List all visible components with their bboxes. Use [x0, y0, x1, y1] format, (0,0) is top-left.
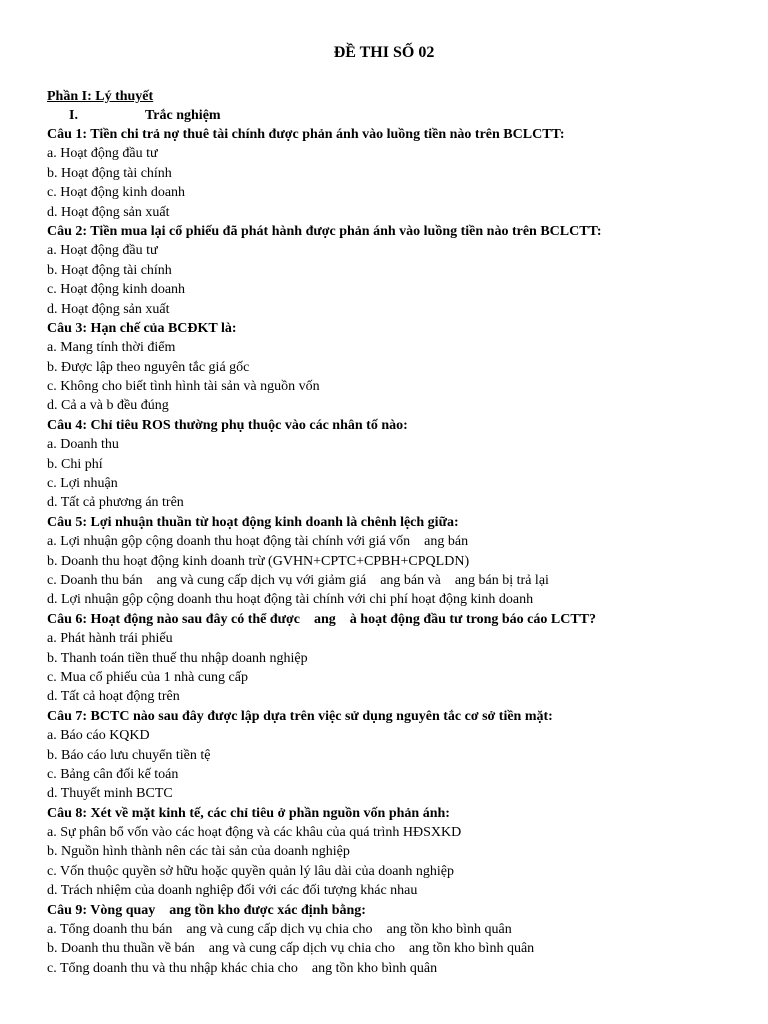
question-block [47, 125, 747, 222]
answer-option: c. Mua cổ phiếu của 1 nhà cung cấp [47, 669, 248, 685]
answer-option: b. Hoạt động tài chính [47, 165, 172, 181]
answer-option: b. Doanh thu thuần về bán ang và cung cấp dịch vụ chia cho ang tồn kho bình quân [47, 941, 535, 957]
answer-option: a. Lợi nhuận gộp cộng doanh thu hoạt động tài chính với giá vốn ang bán [47, 534, 469, 550]
subsection-number: I. [69, 108, 78, 123]
question-block [47, 416, 747, 513]
question-block [47, 319, 747, 416]
answer-option: d. Tất cả phương án trên [47, 495, 184, 511]
answer-option: a. Hoạt động đầu tư [47, 146, 158, 162]
answer-option: c. Vốn thuộc quyền sở hữu hoặc quyền quản lý lâu dài của doanh nghiệp [47, 863, 455, 879]
answer-option: b. Được lập theo nguyên tắc giá gốc [47, 359, 250, 375]
exam-title: ĐỀ THI SỐ 02 [333, 44, 435, 61]
answer-option: c. Hoạt động kinh doanh [47, 282, 186, 298]
answer-option: b. Chi phí [47, 456, 103, 472]
answer-option: b. Doanh thu hoạt động kinh doanh trừ (GVHN+CPTC+CPBH+CPQLDN) [47, 553, 470, 569]
answer-option: d. Hoạt động sản xuất [47, 204, 170, 220]
question-text: Câu 6: Hoạt động nào sau đây có thể được ang à hoạt động đầu tư trong báo cáo LCTT? [47, 611, 596, 627]
answer-option: a. Phát hành trái phiếu [47, 631, 173, 647]
subsection-heading [69, 108, 221, 124]
answer-option: a. Doanh thu [47, 437, 119, 453]
question-block [47, 707, 747, 804]
subsection-label: Trắc nghiệm [145, 108, 221, 123]
answer-option: b. Nguồn hình thành nên các tài sản của doanh nghiệp [47, 844, 350, 860]
answer-option: a. Hoạt động đầu tư [47, 243, 158, 259]
answer-option: b. Hoạt động tài chính [47, 262, 172, 278]
question-text: Câu 3: Hạn chế của BCĐKT là: [47, 320, 237, 336]
question-text: Câu 1: Tiền chi trả nợ thuê tài chính được phản ánh vào luồng tiền nào trên BCLCTT: [47, 127, 565, 142]
answer-option: d. Cả a và b đều đúng [47, 398, 169, 414]
answer-option: b. Báo cáo lưu chuyển tiền tệ [47, 747, 211, 763]
answer-option: c. Lợi nhuận [47, 476, 118, 492]
question-block [47, 901, 747, 979]
question-text: Câu 2: Tiền mua lại cổ phiếu đã phát hành được phản ánh vào luồng tiền nào trên BCLCTT: [47, 223, 602, 239]
question-block [47, 804, 747, 901]
answer-option: c. Hoạt động kinh doanh [47, 185, 186, 201]
answer-option: c. Tổng doanh thu và thu nhập khác chia cho ang tồn kho bình quân [47, 960, 438, 976]
question-text: Câu 7: BCTC nào sau đây được lập dựa trên việc sử dụng nguyên tắc cơ sở tiền mặt: [47, 708, 553, 724]
question-text: Câu 9: Vòng quay ang tồn kho được xác định bằng: [47, 902, 366, 918]
answer-option: d. Tất cả hoạt động trên [47, 689, 180, 705]
question-text: Câu 8: Xét về mặt kinh tế, các chỉ tiêu ở phần nguồn vốn phản ánh: [47, 805, 450, 821]
question-list [47, 125, 747, 978]
answer-option: a. Mang tính thời điểm [47, 340, 176, 356]
answer-option: d. Lợi nhuận gộp cộng doanh thu hoạt động tài chính với chi phí hoạt động kinh doanh [47, 592, 534, 608]
answer-option: d. Trách nhiệm của doanh nghiệp đối với các đối tượng khác nhau [47, 883, 418, 899]
answer-option: d. Hoạt động sản xuất [47, 301, 170, 317]
answer-option: d. Thuyết minh BCTC [47, 786, 173, 802]
answer-option: c. Không cho biết tình hình tài sản và nguồn vốn [47, 379, 320, 395]
question-block [47, 513, 747, 610]
question-block [47, 610, 747, 707]
answer-option: a. Sự phân bổ vốn vào các hoạt động và các khâu của quá trình HĐSXKD [47, 825, 462, 841]
answer-option: a. Báo cáo KQKD [47, 728, 150, 744]
answer-option: a. Tổng doanh thu bán ang và cung cấp dịch vụ chia cho ang tồn kho bình quân [47, 922, 512, 938]
answer-option: c. Bảng cân đối kế toán [47, 766, 179, 782]
answer-option: b. Thanh toán tiền thuế thu nhập doanh nghiệp [47, 650, 308, 666]
question-block [47, 222, 747, 319]
answer-option: c. Doanh thu bán ang và cung cấp dịch vụ với giảm giá ang bán và ang bán bị trả lại [47, 572, 549, 588]
section-heading: Phần I: Lý thuyết [47, 89, 154, 104]
question-text: Câu 5: Lợi nhuận thuần từ hoạt động kinh doanh là chênh lệch giữa: [47, 514, 459, 530]
question-text: Câu 4: Chỉ tiêu ROS thường phụ thuộc vào các nhân tố nào: [47, 417, 408, 433]
